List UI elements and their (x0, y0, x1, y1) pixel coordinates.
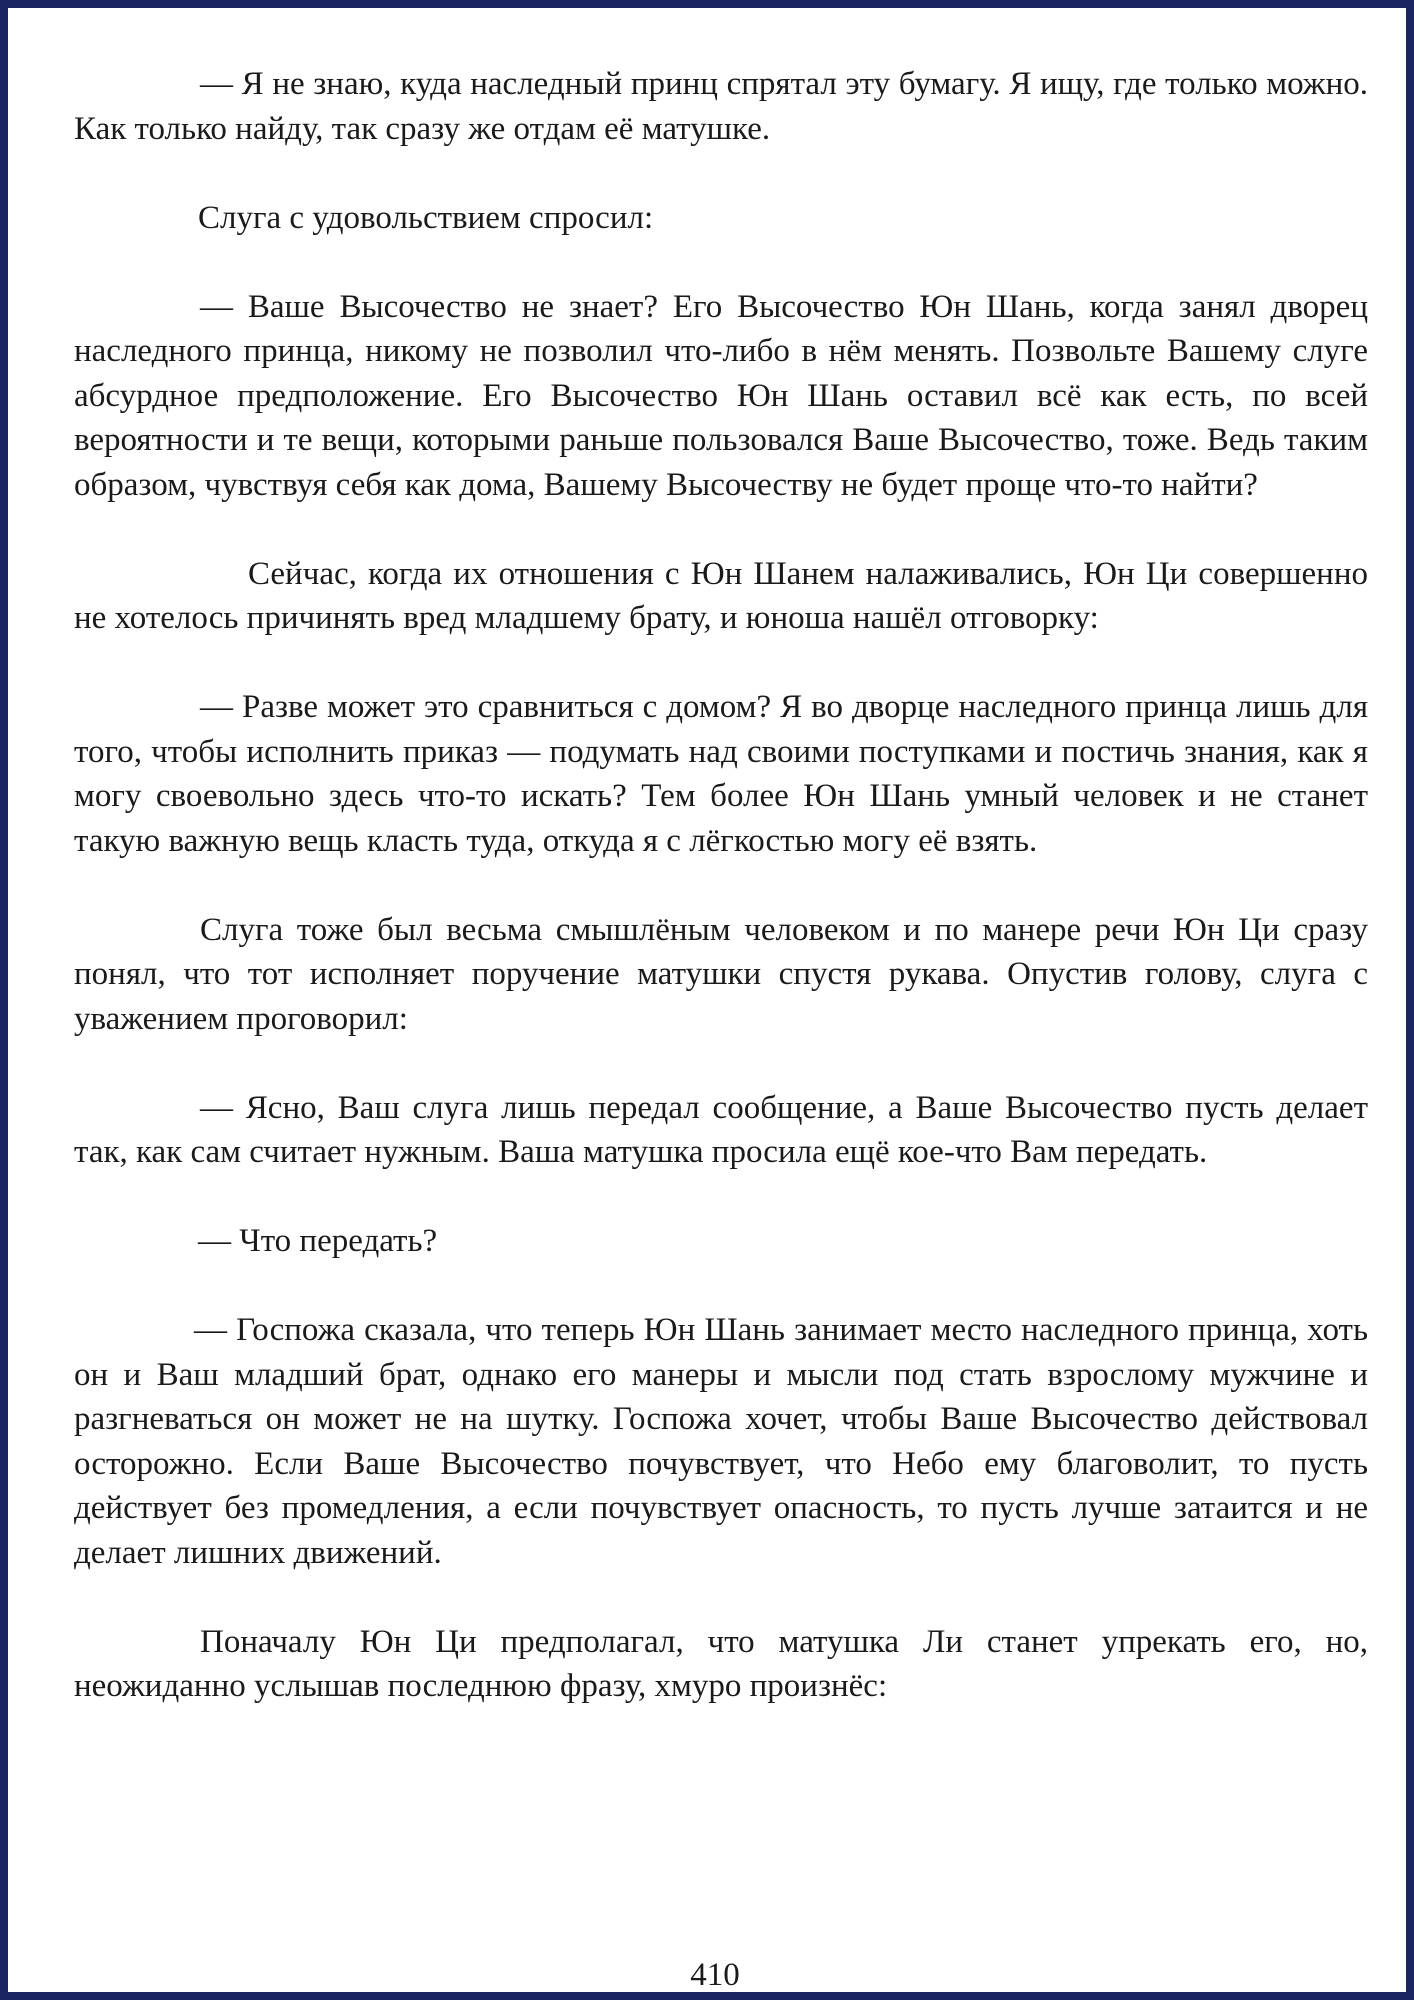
paragraph: — Госпожа сказала, что теперь Юн Шань занимает место наследного принца, хоть он и Ваш младший брат, однако его манеры и мысли под стать взрослому мужчине и разгневаться он может не на шутку. Госпожа хочет, чтобы Ваше Высочество действовал осторожно. Если Ваше Высочество почувствует, что Небо ему благоволит, то пусть действует без промедления, а если почувствует опасность, то пусть лучше затаится и не делает лишних движений. (74, 1312, 1368, 1571)
paragraph: Сейчас, когда их отношения с Юн Шанем налаживались, Юн Ци совершенно не хотелось причинять вред младшему брату, и юноша нашёл отговорку: (74, 555, 1368, 636)
paragraph: Слуга тоже был весьма смышлёным человеком и по манере речи Юн Ци сразу понял, что тот исполняет поручение матушки спустя рукава. Опустив голову, слуга с уважением проговорил: (74, 911, 1368, 1037)
paragraph: — Ваше Высочество не знает? Его Высочество Юн Шань, когда занял дворец наследного принца, никому не позволил что-либо в нём менять. Позвольте Вашему слуге абсурдное предположение. Его Высочество Юн Шань оставил всё как есть, по всей вероятности и те вещи, которыми раньше пользовался Ваше Высочество, тоже. Ведь таким образом, чувствуя себя как дома, Вашему Высочеству не будет проще что-то найти? (74, 288, 1368, 503)
paragraph: — Ясно, Ваш слуга лишь передал сообщение, а Ваше Высочество пусть делает так, как сам считает нужным. Ваша матушка просила ещё кое-что Вам передать. (74, 1089, 1368, 1170)
paragraph: — Я не знаю, куда наследный принц спрятал эту бумагу. Я ищу, где только можно. Как только найду, так сразу же отдам её матушке. (74, 66, 1368, 147)
body-text (74, 62, 1368, 1709)
page-number: 410 (690, 1957, 740, 1993)
paragraph: Слуга с удовольствием спросил: (198, 199, 654, 236)
paragraph: — Что передать? (198, 1223, 438, 1259)
paragraph: — Разве может это сравниться с домом? Я во дворце наследного принца лишь для того, чтобы исполнить приказ — подумать над своими поступками и постичь знания, как я могу своевольно здесь что-то искать? Тем более Юн Шань умный человек и не станет такую важную вещь класть туда, откуда я с лёгкостью могу её взять. (74, 689, 1368, 859)
paragraph: Поначалу Юн Ци предполагал, что матушка Ли станет упрекать его, но, неожиданно услышав последнюю фразу, хмуро произнёс: (74, 1623, 1368, 1704)
